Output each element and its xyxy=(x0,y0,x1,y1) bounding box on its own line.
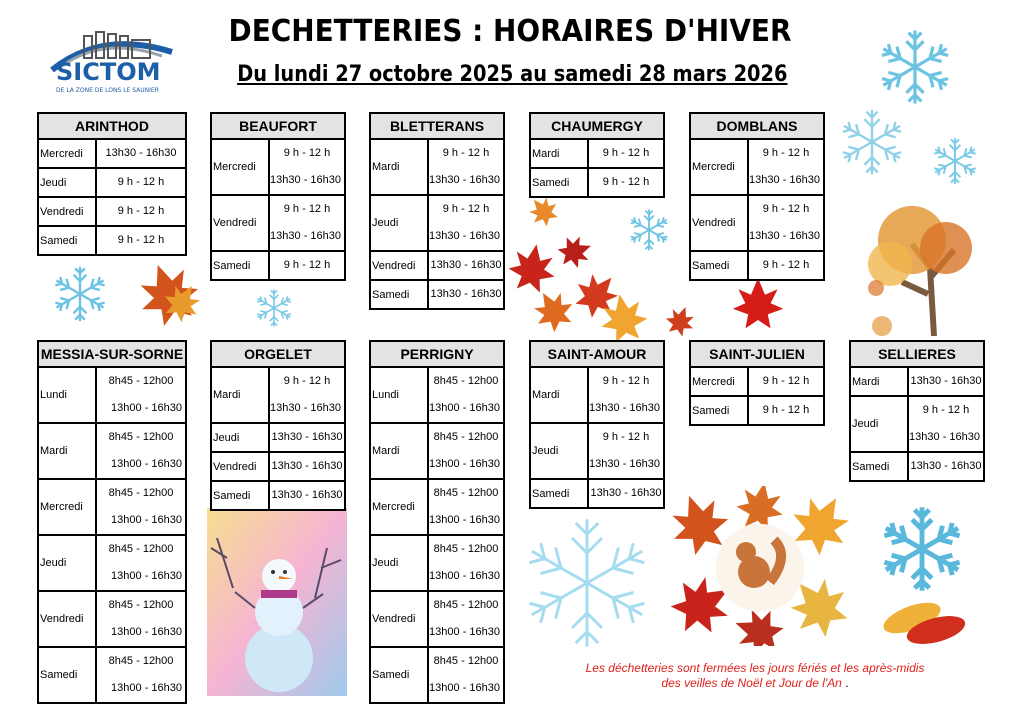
time-slot: 9 h - 12 h xyxy=(922,404,970,416)
time-slot: 13h30 - 16h30 xyxy=(430,259,502,271)
day-label: Lundi xyxy=(371,368,429,422)
time-slot: 13h00 - 16h30 xyxy=(111,402,182,414)
schedule-row xyxy=(691,140,823,196)
day-label: Jeudi xyxy=(531,424,589,478)
schedule-row xyxy=(851,368,983,397)
center-name: PERRIGNY xyxy=(371,342,503,368)
time-slot: 8h45 - 12h00 xyxy=(108,431,174,443)
schedule-row xyxy=(371,368,503,424)
time-slot: 8h45 - 12h00 xyxy=(108,375,174,387)
schedule-row xyxy=(39,536,185,592)
center-name: BLETTERANS xyxy=(371,114,503,140)
time-slot: 13h30 - 16h30 xyxy=(271,431,343,443)
time-slot: 13h00 - 16h30 xyxy=(111,570,182,582)
time-slot: 13h00 - 16h30 xyxy=(111,682,182,694)
schedule-row xyxy=(39,648,185,702)
time-slot: 13h30 - 16h30 xyxy=(910,375,982,387)
snowflake-icon xyxy=(512,508,662,658)
day-label: Samedi xyxy=(371,281,429,308)
time-slot: 13h30 - 16h30 xyxy=(429,174,500,186)
snowflake-icon xyxy=(44,262,116,326)
schedule-row xyxy=(39,368,185,424)
center-card xyxy=(529,112,665,198)
center-name: CHAUMERGY xyxy=(531,114,663,140)
day-label: Mardi xyxy=(371,140,429,194)
time-slot: 9 h - 12 h xyxy=(117,234,165,246)
time-slot: 9 h - 12 h xyxy=(117,205,165,217)
schedule-row xyxy=(531,140,663,169)
time-slot: 8h45 - 12h00 xyxy=(433,375,499,387)
time-slot: 13h00 - 16h30 xyxy=(429,458,500,470)
snowflake-icon xyxy=(828,104,916,180)
schedule-row xyxy=(371,281,503,308)
time-slot: 8h45 - 12h00 xyxy=(433,599,499,611)
schedule-row xyxy=(531,424,663,480)
time-slot: 9 h - 12 h xyxy=(283,375,331,387)
center-name: ARINTHOD xyxy=(39,114,185,140)
schedule-row xyxy=(39,480,185,536)
time-slot: 13h30 - 16h30 xyxy=(270,230,341,242)
time-slot: 13h30 - 16h30 xyxy=(270,402,341,414)
day-label: Jeudi xyxy=(371,536,429,590)
schedule-row xyxy=(691,368,823,397)
day-label: Mardi xyxy=(39,424,97,478)
day-label: Jeudi xyxy=(371,196,429,250)
day-label: Samedi xyxy=(691,252,749,279)
snowflake-icon xyxy=(928,134,982,188)
closure-note-end: . xyxy=(845,676,849,690)
time-slot: 13h30 - 16h30 xyxy=(909,431,980,443)
schedule-row xyxy=(371,648,503,702)
schedule-row xyxy=(371,480,503,536)
center-card xyxy=(529,340,665,509)
schedule-row xyxy=(531,169,663,196)
page-title: DECHETTERIES : HORAIRES D'HIVER xyxy=(228,14,792,49)
schedule-row xyxy=(212,424,344,453)
center-name: DOMBLANS xyxy=(691,114,823,140)
center-card xyxy=(369,112,505,310)
schedule-row xyxy=(371,536,503,592)
time-slot: 13h00 - 16h30 xyxy=(429,570,500,582)
day-label: Mercredi xyxy=(212,140,270,194)
snowflake-icon xyxy=(250,286,298,330)
time-slot: 13h30 - 16h30 xyxy=(589,402,660,414)
time-slot: 13h30 - 16h30 xyxy=(430,288,502,300)
day-label: Vendredi xyxy=(212,196,270,250)
time-slot: 9 h - 12 h xyxy=(602,375,650,387)
center-name: SAINT-JULIEN xyxy=(691,342,823,368)
time-slot: 13h00 - 16h30 xyxy=(111,514,182,526)
time-slot: 8h45 - 12h00 xyxy=(433,655,499,667)
center-card xyxy=(37,112,187,256)
autumn-tree-icon xyxy=(842,198,982,338)
schedule-row xyxy=(371,424,503,480)
autumn-leaf-icon xyxy=(878,596,970,652)
closure-note xyxy=(540,661,970,691)
time-slot: 13h30 - 16h30 xyxy=(589,458,660,470)
day-label: Samedi xyxy=(39,648,97,702)
center-name: MESSIA-SUR-SORNE xyxy=(39,342,185,368)
page-subtitle: Du lundi 27 octobre 2025 au samedi 28 mars 2026 xyxy=(237,62,788,87)
time-slot: 13h00 - 16h30 xyxy=(429,626,500,638)
snowflake-icon xyxy=(872,24,958,110)
time-slot: 8h45 - 12h00 xyxy=(108,487,174,499)
center-name: BEAUFORT xyxy=(212,114,344,140)
time-slot: 9 h - 12 h xyxy=(283,259,331,271)
day-label: Mercredi xyxy=(371,480,429,534)
center-name: ORGELET xyxy=(212,342,344,368)
time-slot: 9 h - 12 h xyxy=(283,147,331,159)
day-label: Vendredi xyxy=(691,196,749,250)
time-slot: 9 h - 12 h xyxy=(442,203,490,215)
time-slot: 13h00 - 16h30 xyxy=(429,682,500,694)
time-slot: 13h30 - 16h30 xyxy=(429,230,500,242)
schedule-row xyxy=(212,482,344,509)
day-label: Samedi xyxy=(212,482,270,509)
day-label: Vendredi xyxy=(212,453,270,480)
time-slot: 9 h - 12 h xyxy=(283,203,331,215)
day-label: Mercredi xyxy=(39,140,97,167)
schedule-row xyxy=(39,592,185,648)
day-label: Mercredi xyxy=(691,368,749,395)
time-slot: 9 h - 12 h xyxy=(602,147,650,159)
day-label: Samedi xyxy=(212,252,270,279)
squirrel-leaves-illustration xyxy=(670,486,850,646)
day-label: Mardi xyxy=(531,368,589,422)
time-slot: 13h30 - 16h30 xyxy=(749,174,820,186)
schedule-row xyxy=(212,453,344,482)
day-label: Mardi xyxy=(531,140,589,167)
time-slot: 8h45 - 12h00 xyxy=(108,543,174,555)
time-slot: 8h45 - 12h00 xyxy=(433,487,499,499)
day-label: Samedi xyxy=(371,648,429,702)
day-label: Jeudi xyxy=(851,397,909,451)
time-slot: 9 h - 12 h xyxy=(762,259,810,271)
autumn-leaf-icon xyxy=(504,192,700,342)
day-label: Vendredi xyxy=(39,198,97,225)
time-slot: 8h45 - 12h00 xyxy=(108,599,174,611)
center-name: SELLIERES xyxy=(851,342,983,368)
schedule-row xyxy=(371,252,503,281)
snowflake-icon xyxy=(872,500,972,598)
time-slot: 13h00 - 16h30 xyxy=(429,514,500,526)
time-slot: 9 h - 12 h xyxy=(762,147,810,159)
day-label: Mardi xyxy=(212,368,270,422)
time-slot: 8h45 - 12h00 xyxy=(433,431,499,443)
schedule-row xyxy=(212,252,344,279)
time-slot: 13h30 - 16h30 xyxy=(271,460,343,472)
time-slot: 9 h - 12 h xyxy=(117,176,165,188)
time-slot: 13h00 - 16h30 xyxy=(111,626,182,638)
time-slot: 9 h - 12 h xyxy=(442,147,490,159)
schedule-row xyxy=(39,424,185,480)
day-label: Samedi xyxy=(39,227,97,254)
center-card xyxy=(849,340,985,482)
schedule-row xyxy=(371,196,503,252)
time-slot: 9 h - 12 h xyxy=(602,431,650,443)
schedule-row xyxy=(851,453,983,480)
schedule-row xyxy=(531,480,663,507)
logo-subtext: DE LA ZONE DE LONS LE SAUNIER xyxy=(56,87,159,94)
time-slot: 13h30 - 16h30 xyxy=(270,174,341,186)
schedule-row xyxy=(531,368,663,424)
time-slot: 13h30 - 16h30 xyxy=(910,460,982,472)
center-card xyxy=(210,340,346,511)
time-slot: 13h30 - 16h30 xyxy=(590,487,662,499)
center-card xyxy=(369,340,505,704)
time-slot: 8h45 - 12h00 xyxy=(433,543,499,555)
day-label: Samedi xyxy=(691,397,749,424)
schedule-row xyxy=(691,196,823,252)
day-label: Mardi xyxy=(371,424,429,478)
center-card xyxy=(689,340,825,426)
time-slot: 9 h - 12 h xyxy=(762,375,810,387)
schedule-row xyxy=(39,140,185,169)
center-name: SAINT-AMOUR xyxy=(531,342,663,368)
time-slot: 8h45 - 12h00 xyxy=(108,655,174,667)
schedule-row xyxy=(371,140,503,196)
center-card xyxy=(689,112,825,281)
autumn-leaf-icon xyxy=(722,276,794,336)
center-card xyxy=(210,112,346,281)
center-card xyxy=(37,340,187,704)
schedule-row xyxy=(691,397,823,424)
day-label: Mercredi xyxy=(691,140,749,194)
time-slot: 9 h - 12 h xyxy=(762,404,810,416)
time-slot: 13h30 - 16h30 xyxy=(271,489,343,501)
day-label: Mardi xyxy=(851,368,909,395)
sictom-logo xyxy=(42,22,182,100)
closure-note-line2: des veilles de Noël et Jour de l'An xyxy=(661,676,842,690)
time-slot: 13h00 - 16h30 xyxy=(429,402,500,414)
closure-note-line1: Les déchetteries sont fermées les jours fériés et les après-midis xyxy=(585,661,925,675)
schedule-row xyxy=(212,368,344,424)
day-label: Jeudi xyxy=(212,424,270,451)
day-label: Jeudi xyxy=(39,169,97,196)
autumn-leaf-icon xyxy=(126,258,212,334)
day-label: Samedi xyxy=(531,169,589,196)
day-label: Lundi xyxy=(39,368,97,422)
schedule-row xyxy=(39,227,185,254)
schedule-row xyxy=(212,196,344,252)
logo-text: SICTOM xyxy=(56,58,161,86)
day-label: Vendredi xyxy=(371,592,429,646)
schedule-row xyxy=(371,592,503,648)
schedule-row xyxy=(691,252,823,279)
schedule-row xyxy=(39,169,185,198)
day-label: Mercredi xyxy=(39,480,97,534)
day-label: Vendredi xyxy=(371,252,429,279)
day-label: Samedi xyxy=(851,453,909,480)
time-slot: 9 h - 12 h xyxy=(602,176,650,188)
day-label: Jeudi xyxy=(39,536,97,590)
schedule-row xyxy=(212,140,344,196)
time-slot: 9 h - 12 h xyxy=(762,203,810,215)
schedule-row xyxy=(39,198,185,227)
schedule-row xyxy=(851,397,983,453)
day-label: Vendredi xyxy=(39,592,97,646)
time-slot: 13h30 - 16h30 xyxy=(105,147,177,159)
snowman-illustration xyxy=(207,508,347,696)
day-label: Samedi xyxy=(531,480,589,507)
time-slot: 13h00 - 16h30 xyxy=(111,458,182,470)
time-slot: 13h30 - 16h30 xyxy=(749,230,820,242)
